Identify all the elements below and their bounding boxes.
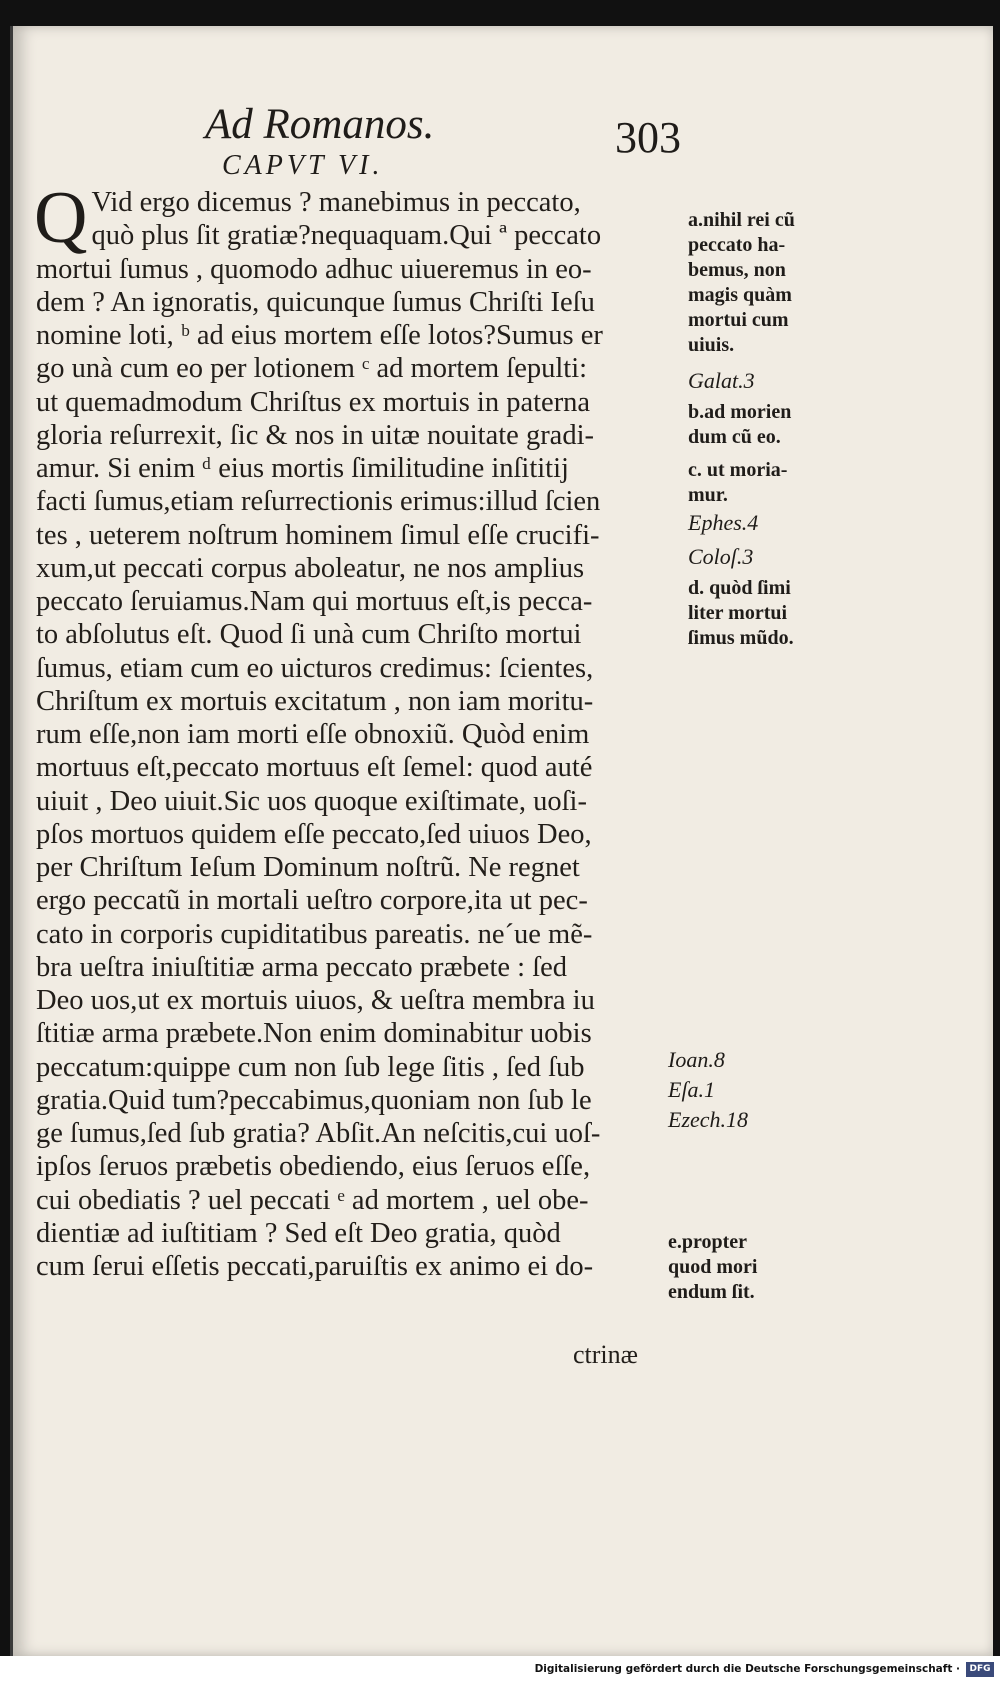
chapter-heading: CAPVT VI. [222,150,384,181]
body-line: nomine loti, ᵇ ad eius mortem eſſe lotos?Sumus er [36,320,603,351]
body-line: ergo peccatũ in mortali ueſtro corpore,ita ut pec- [36,885,588,917]
body-line: amur. Si enim ᵈ eius mortis ſimilitudine inſititij [36,453,569,484]
body-line: rum eſſe,non iam morti eſſe obnoxiũ. Quòd enim [36,719,590,750]
body-line: cui obediatis ? uel peccati ᵉ ad mortem , uel obe- [36,1184,589,1216]
margin-reference: Ioan.8 [668,1047,725,1072]
body-line: mortuus eſt,peccato mortuus eſt ſemel: quod auté [36,752,593,784]
margin-reference: Galat.3 [688,368,755,393]
body-text [34,177,676,1283]
margin-note-line: c. ut moria- [688,459,788,481]
body-line: ſtitiæ arma præbete.Non enim dominabitur uobis [36,1018,592,1050]
body-line: dem ? An ignoratis, quicunque ſumus Chriſti Ieſu [36,286,595,318]
body-line: gloria reſurrexit, ſic & nos in uitæ nouitate gradi- [36,419,594,451]
running-head: Ad Romanos. [205,101,435,148]
margin-note-line: ſimus mũdo. [688,627,794,649]
body-line: tes , ueterem noſtrum hominem ſimul eſſe crucifi- [36,519,600,551]
margin-reference: Coloſ.3 [688,544,754,569]
margin-reference: Ephes.4 [688,510,759,535]
body-line: ut quemadmodum Chriſtus ex mortuis in paterna [36,386,591,418]
catchword: ctrinæ [573,1340,638,1369]
margin-reference: Eſa.1 [668,1077,716,1102]
body-line: dientiæ ad iuſtitiam ? Sed eſt Deo gratia, quòd [36,1217,561,1249]
body-line: Deo uos,ut ex mortuis uiuos, & ueſtra membra iu [36,985,595,1016]
body-line: bra ueſtra iniuſtitiæ arma peccato præbete : ſed [36,951,568,983]
margin-note-line: magis quàm [688,284,792,306]
page-number: 303 [615,113,681,162]
margin-note-galat [688,366,755,396]
body-line: peccatum:quippe cum non ſub lege ſitis , ſed ſub [36,1051,585,1083]
body-line: Vid ergo dicemus ? manebimus in peccato, [91,187,581,218]
margin-note-line: d. quòd ſimi [688,577,791,599]
body-line: peccato ſeruiamus.Nam qui mortuus eſt,is pecca- [36,586,593,617]
margin-note-line: liter mortui [688,602,788,624]
body-line: per Chriſtum Ieſum Dominum noſtrũ. Ne regnet [36,852,580,883]
body-line: go unà cum eo per lotionem ᶜ ad mortem ſepulti: [36,353,588,385]
body-line: ſumus, etiam cum eo uicturos credimus: ſcientes, [36,652,594,684]
body-line: facti ſumus,etiam reſurrectionis erimus:illud ſcien [36,486,601,518]
margin-note-e [668,1230,757,1305]
initial-letter: Q [34,177,88,259]
margin-note-line: endum ſit. [668,1281,755,1303]
body-line: quò plus ſit gratiæ?nequaquam.Qui ª peccato [91,220,602,252]
margin-note-line: e.propter [668,1231,748,1253]
margin-note-d [688,576,794,651]
margin-note-line: mur. [688,484,728,506]
body-line: pſos mortuos quidem eſſe peccato,ſed uiuos Deo, [36,818,592,850]
body-line: xum,ut peccati corpus aboleatur, ne nos amplius [36,552,585,584]
body-line: Chriſtum ex mortuis excitatum , non iam moritu- [36,685,594,717]
margin-note-coloss [688,542,753,572]
body-line: to abſolutus eſt. Quod ſi unà cum Chriſto mortui [36,619,582,651]
margin-note-line: b.ad morien [688,401,792,423]
margin-note-line: a.nihil rei cũ [688,209,795,231]
dfg-logo: DFG [966,1662,994,1677]
digitization-credit: Digitalisierung gefördert durch die Deutsche Forschungsgemeinschaft · [534,1663,960,1675]
body-line: uiuit , Deo uiuit.Sic uos quoque exiſtimate, uoſi- [36,785,587,817]
body-line: mortui ſumus , quomodo adhuc uiueremus in eo- [36,253,592,285]
margin-note-a [688,208,795,358]
margin-note-b [688,400,791,450]
margin-note-line: quod mori [668,1256,758,1278]
margin-note-ephes [688,508,758,538]
margin-note-c [688,458,787,508]
margin-note-line: uiuis. [688,334,735,356]
body-line: gratia.Quid tum?peccabimus,quoniam non ſub le [36,1084,592,1116]
margin-reference: Ezech.18 [668,1107,749,1132]
margin-note-line: dum cũ eo. [688,426,781,448]
margin-note-refs [668,1045,748,1135]
body-line: ge ſumus,ſed ſub gratia? Abſit.An neſcitis,cui uoſ- [36,1118,601,1149]
body-line: ipſos ſeruos præbetis obediendo, eius ſeruos eſſe, [36,1151,591,1183]
margin-note-line: peccato ha- [688,234,786,256]
margin-note-line: mortui cum [688,309,789,331]
body-line: cum ſerui eſſetis peccati,paruiſtis ex animo ei do- [36,1251,594,1282]
margin-note-line: bemus, non [688,259,786,281]
body-line: cato in corporis cupiditatibus pareatis. ne´ue mẽ- [36,918,593,950]
